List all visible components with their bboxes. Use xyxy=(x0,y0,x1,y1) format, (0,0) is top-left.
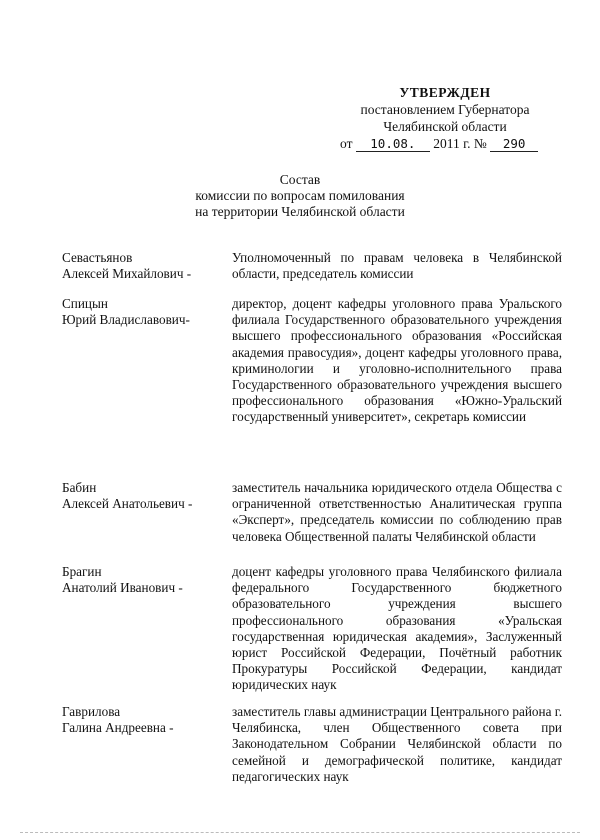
member-role: доцент кафедры уголовного права Челябинского филиала федерального Государственного бюджетного образовательного учреждения высшего профессионального образования «Уральская государственная юридическая академия», Заслуженный юрист Российской Федерации, Почётный работник Прокуратуры Российской Федерации, кандидат юридических наук xyxy=(232,564,562,693)
member-given-name: Галина Андреевна - xyxy=(62,720,174,736)
approval-dateline xyxy=(330,135,560,152)
member-entry xyxy=(62,296,562,480)
member-name xyxy=(62,296,232,480)
member-given-name: Юрий Владиславович- xyxy=(62,312,190,328)
scan-edge-line xyxy=(20,832,580,833)
member-given-name: Алексей Анатольевич - xyxy=(62,496,193,512)
member-entry xyxy=(62,480,562,564)
date-prefix: от xyxy=(340,136,353,151)
member-entry xyxy=(62,564,562,704)
member-name xyxy=(62,704,232,785)
member-name xyxy=(62,250,232,296)
member-surname: Севастьянов xyxy=(62,250,133,265)
member-role: Уполномоченный по правам человека в Челябинской области, председатель комиссии xyxy=(232,250,562,282)
approval-date: 10.08. xyxy=(356,137,430,152)
member-role: заместитель главы администрации Центрального района г. Челябинска, член Общественного совета при Законодательном Собрании Челябинской области по семейной и демографической политике, кандидат педагогических наук xyxy=(232,704,562,784)
title-line-1: Состав xyxy=(279,172,321,187)
member-surname: Гаврилова xyxy=(62,704,121,719)
title-line-2: комиссии по вопросам помилования xyxy=(195,188,405,203)
member-surname: Бабин xyxy=(62,480,97,495)
member-given-name: Алексей Михайлович - xyxy=(62,266,192,282)
document-title xyxy=(150,172,450,220)
approval-year: 2011 г. № xyxy=(433,136,487,151)
member-entry xyxy=(62,704,562,785)
member-name xyxy=(62,480,232,564)
title-line-3: на территории Челябинской области xyxy=(195,204,405,219)
approval-line-2: Челябинской области xyxy=(383,119,507,134)
members-list xyxy=(62,250,562,785)
approval-line-1: постановлением Губернатора xyxy=(360,102,530,117)
member-surname: Спицын xyxy=(62,296,108,311)
approval-number: 290 xyxy=(490,137,538,152)
approval-heading: УТВЕРЖДЕН xyxy=(399,85,491,100)
member-surname: Брагин xyxy=(62,564,102,579)
member-given-name: Анатолий Иванович - xyxy=(62,580,183,596)
member-role: заместитель начальника юридического отдела Общества с ограниченной ответственностью Аналитическая группа «Эксперт», председатель комиссии по соблюдению прав человека Общественной палаты Челябинской области xyxy=(232,480,562,544)
member-entry xyxy=(62,250,562,296)
member-name xyxy=(62,564,232,704)
approval-block xyxy=(330,84,560,152)
member-role: директор, доцент кафедры уголовного права Уральского филиала Государственного образовательного учреждения высшего профессионального образования «Российская академия правосудия», доцент кафедры уголовного права, криминологии и уголовно-исполнительного права Государственного образовательного учреждения высшего профессионального образования «Южно-Уральский государственный университет», секретарь комиссии xyxy=(232,296,562,425)
